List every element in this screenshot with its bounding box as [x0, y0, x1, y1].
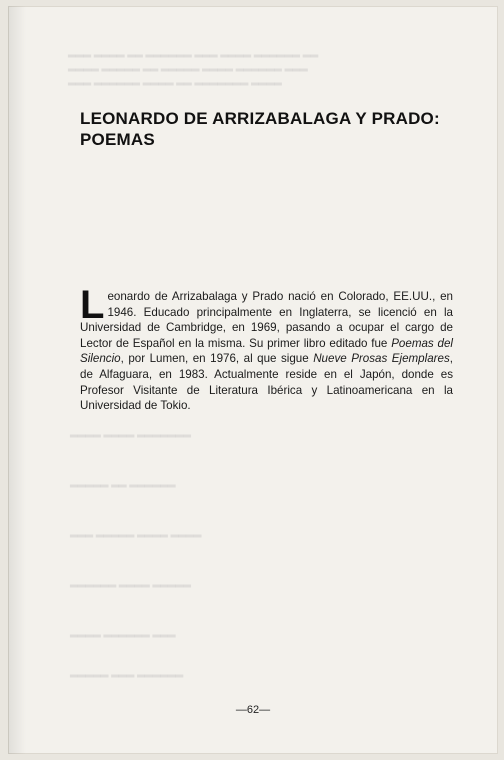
- show-through-texture: ▂▂▂ ▂▂▂▂▂ ▂▂▂▂ ▂▂▂▂: [70, 527, 202, 538]
- show-through-texture: ▂▂▂▂ ▂▂▂▂▂ ▂▂ ▂▂▂▂▂ ▂▂▂▂ ▂▂▂▂▂▂ ▂▂▂: [68, 61, 308, 72]
- show-through-texture: ▂▂▂▂▂▂ ▂▂▂▂ ▂▂▂▂▂: [70, 577, 191, 588]
- show-through-texture: ▂▂▂▂ ▂▂▂▂ ▂▂▂▂▂▂▂: [70, 427, 191, 438]
- book-title: Nueve Prosas Ejemplares: [313, 352, 450, 366]
- show-through-texture: ▂▂▂▂▂ ▂▂ ▂▂▂▂▂▂: [70, 477, 176, 488]
- show-through-texture: ▂▂▂ ▂▂▂▂ ▂▂ ▂▂▂▂▂▂ ▂▂▂ ▂▂▂▂ ▂▂▂▂▂▂ ▂▂: [68, 47, 319, 58]
- drop-cap-letter: L: [80, 283, 105, 327]
- title-line-2: POEMAS: [80, 130, 155, 149]
- page-number: —62—: [235, 704, 271, 716]
- bio-text: , por Lumen, en 1976, al que sigue: [120, 352, 314, 366]
- book-title: Poemas del Silencio: [80, 336, 453, 366]
- author-biography: [80, 283, 453, 414]
- poem-section-title: [80, 108, 440, 150]
- bio-text: , de Alfaguara, en 1983. Actualmente reside en el Japón, donde es Profesor Visitante de Literatura Ibérica y Latinoamericana en la Universidad de Tokio.: [80, 352, 453, 413]
- book-page: [8, 6, 498, 754]
- show-through-texture: ▂▂▂▂ ▂▂▂▂▂▂ ▂▂▂: [70, 627, 176, 638]
- show-through-texture: ▂▂▂ ▂▂▂▂▂▂ ▂▂▂▂ ▂▂ ▂▂▂▂▂▂▂ ▂▂▂▂: [68, 75, 282, 86]
- spine-shadow: [8, 6, 26, 754]
- bio-text: eonardo de Arrizabalaga y Prado nació en Colorado, EE.UU., en 1946. Educado principalmente en Inglaterra, se licenció en la Universidad de Cambridge, en 1969, pasando a ocupar el cargo de Lector de Español en la misma. Su primer libro editado fue: [80, 290, 453, 350]
- show-through-texture: ▂▂▂▂▂ ▂▂▂ ▂▂▂▂▂▂: [70, 667, 184, 678]
- title-line-1: LEONARDO DE ARRIZABALAGA Y PRADO:: [80, 109, 440, 128]
